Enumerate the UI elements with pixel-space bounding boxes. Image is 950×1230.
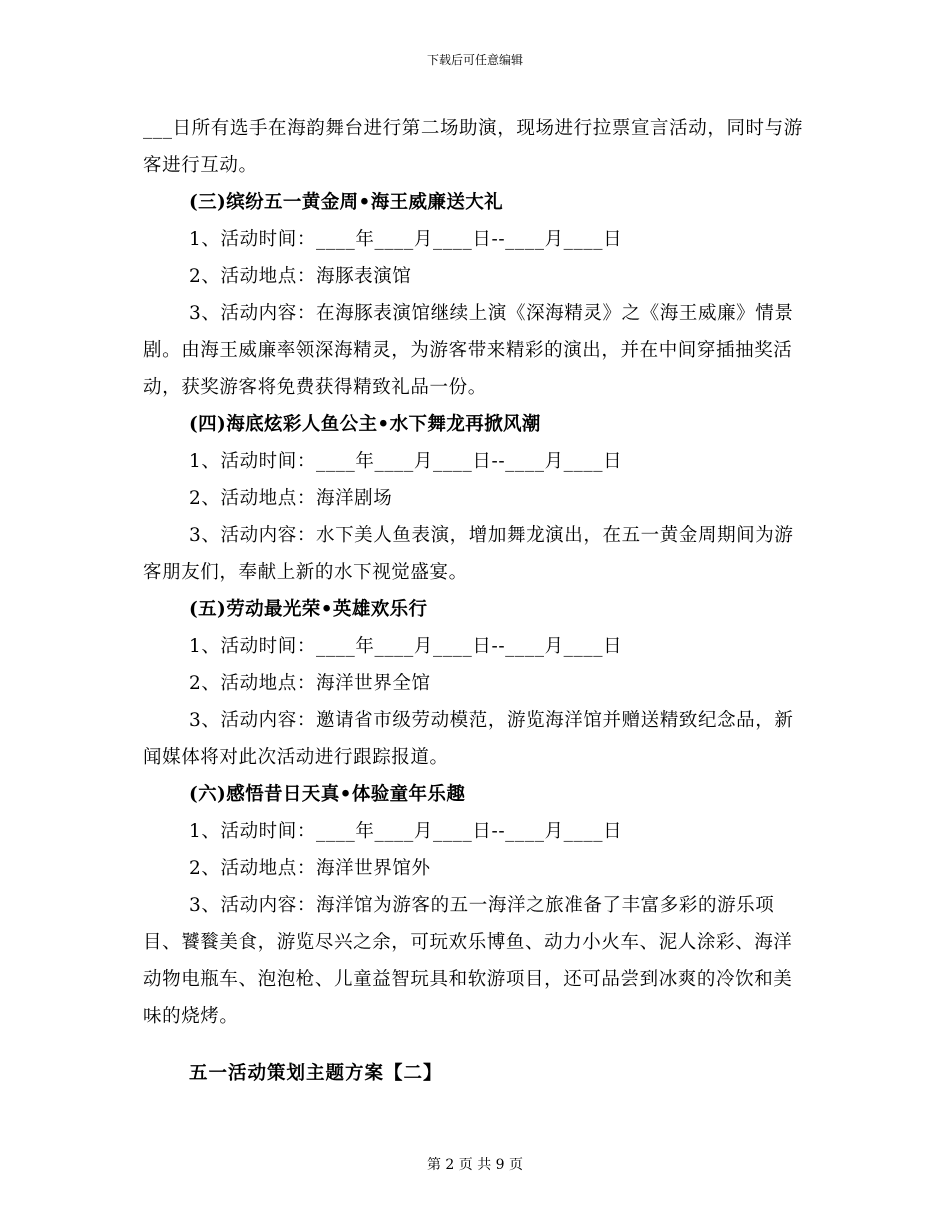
subsection-heading-5: (五)劳动最光荣•英雄欢乐行: [189, 599, 428, 620]
activity-location: 2、活动地点：海洋剧场: [189, 488, 393, 509]
activity-content: 3、活动内容：海洋馆为游客的五一海洋之旅准备了丰富多彩的游乐项目、饕餮美食，游览尽兴之余，可玩欢乐博鱼、动力小火车、泥人涂彩、海洋动物电瓶车、泡泡枪、儿童益智玩具和软游项目，还可品尝到冰爽的冷饮和美味的烧烤。: [143, 895, 793, 1027]
activity-content: 3、活动内容：在海豚表演馆继续上演《深海精灵》之《海王威廉》情景剧。由海王威廉率领深海精灵，为游客带来精彩的演出，并在中间穿插抽奖活动，获奖游客将免费获得精致礼品一份。: [143, 303, 794, 398]
activity-content: 3、活动内容：邀请省市级劳动模范，游览海洋馆并赠送精致纪念品，新闻媒体将对此次活动进行跟踪报道。: [143, 710, 794, 768]
activity-content: 3、活动内容：水下美人鱼表演，增加舞龙演出，在五一黄金周期间为游客朋友们，奉献上新的水下视觉盛宴。: [143, 525, 794, 583]
section-title: 五一活动策划主题方案【二】: [189, 1063, 443, 1084]
activity-time: 1、活动时间：____年____月____日--____月____日: [189, 821, 623, 842]
subsection-heading-4: (四)海底炫彩人鱼公主•水下舞龙再掀风潮: [189, 414, 541, 435]
activity-location: 2、活动地点：海洋世界馆外: [189, 858, 431, 879]
activity-time: 1、活动时间：____年____月____日--____月____日: [189, 451, 623, 472]
activity-time: 1、活动时间：____年____月____日--____月____日: [189, 636, 623, 657]
activity-location: 2、活动地点：海豚表演馆: [189, 266, 412, 287]
activity-location: 2、活动地点：海洋世界全馆: [189, 673, 431, 694]
page-number: 第 2 页 共 9 页: [426, 1157, 524, 1173]
subsection-heading-6: (六)感悟昔日天真•体验童年乐趣: [189, 784, 466, 805]
subsection-heading-3: (三)缤纷五一黄金周•海王威廉送大礼: [189, 192, 504, 213]
document-body: [143, 110, 807, 1111]
paragraph-continuation: ___日所有选手在海韵舞台进行第二场助演，现场进行拉票宣言活动，同时与游客进行互动。: [143, 118, 803, 176]
page-header-note: 下载后可任意编辑: [426, 53, 523, 67]
activity-time: 1、活动时间：____年____月____日--____月____日: [189, 229, 623, 250]
